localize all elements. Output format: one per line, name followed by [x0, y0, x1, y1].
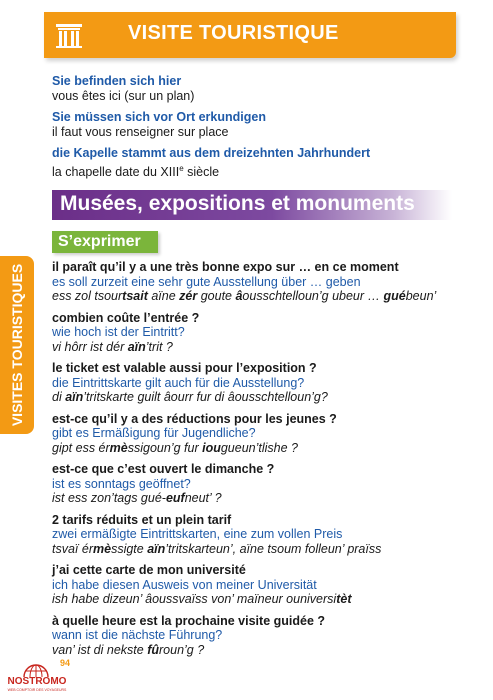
phrase-item — [52, 462, 452, 506]
stressed-syllable: iou — [202, 440, 221, 455]
stressed-syllable: fû — [147, 642, 160, 657]
stressed-syllable: mè — [109, 440, 128, 455]
pronunciation-segment: roun’g ? — [159, 642, 205, 657]
stressed-syllable: aïn — [65, 390, 84, 404]
phrase-item — [52, 412, 452, 456]
french-question: j’ai cette carte de mon université — [52, 563, 246, 577]
page-title: VISITE TOURISTIQUE — [128, 22, 339, 44]
stressed-syllable: tsait — [122, 289, 148, 303]
pronunciation — [52, 491, 452, 506]
pronunciation-segment: gueun’tlishe ? — [220, 440, 299, 455]
french-translation: il faut vous renseigner sur place — [52, 125, 229, 139]
french-question: est-ce que c’est ouvert le dimanche ? — [52, 462, 275, 476]
french-text-end: siècle — [183, 165, 220, 180]
german-phrase: die Kapelle stammt aus dem dreizehnten Jahrhundert — [52, 146, 371, 160]
french-question: à quelle heure est la prochaine visite guidée ? — [52, 613, 326, 628]
pronunciation-segment: tsvaï ér — [52, 541, 93, 556]
intro-item — [52, 110, 452, 140]
french-question: 2 tarifs réduits et un plein tarif — [52, 512, 232, 527]
side-tab — [0, 256, 34, 434]
pronunciation-segment: di — [52, 390, 66, 404]
german-translation: gibt es Ermäßigung für Jugendliche? — [52, 426, 256, 440]
german-phrase: Sie befinden sich hier — [52, 74, 182, 88]
side-tab-label: VISITES TOURISTIQUES — [9, 263, 25, 427]
german-phrase: Sie müssen sich vor Ort erkundigen — [52, 110, 266, 124]
subsection-title: S’exprimer — [58, 233, 141, 250]
pronunciation-segment: ist ess zon’tags gué- — [52, 491, 166, 505]
pronunciation-segment: ’tritskarteun’, aïne tsoum folleun’ praïss — [165, 541, 382, 556]
subsection-banner — [52, 231, 158, 253]
stressed-syllable: gué — [383, 289, 406, 303]
pronunciation-segment: beun’ — [405, 289, 437, 303]
stressed-syllable: aïn — [127, 339, 146, 354]
phrase-item — [52, 614, 452, 658]
pronunciation-segment: ’tritskarte guilt âourr fur di âousschtelloun’g? — [83, 390, 328, 404]
pronunciation-segment: ousschtelloun’g ubeur … — [242, 289, 384, 303]
stressed-syllable: â — [235, 289, 243, 303]
phrase-item — [52, 311, 452, 355]
french-question: est-ce qu’il y a des réductions pour les jeunes ? — [52, 411, 337, 426]
globe-icon — [22, 658, 50, 678]
intro-item — [52, 146, 452, 180]
pronunciation-segment: vi hôrr ist dér — [52, 339, 128, 354]
pronunciation — [52, 390, 452, 405]
section-banner — [52, 190, 452, 220]
intro-block — [52, 74, 452, 186]
german-translation: es soll zurzeit eine sehr gute Ausstellung über … geben — [52, 274, 361, 289]
stressed-syllable: euf — [165, 491, 185, 505]
pronunciation — [52, 643, 452, 658]
stressed-syllable: aïn — [147, 541, 166, 556]
pronunciation-segment: ssigoun’g fur — [127, 440, 203, 455]
german-translation: ist es sonntags geöffnet? — [52, 476, 191, 491]
page-number: 94 — [60, 658, 71, 668]
pronunciation — [52, 542, 452, 557]
logo-name: NOSTROMO — [7, 676, 67, 687]
header-banner — [44, 12, 456, 58]
brandenburg-gate-icon — [54, 22, 84, 48]
pronunciation — [52, 340, 452, 355]
pronunciation — [52, 289, 452, 304]
phrase-item — [52, 513, 452, 557]
french-question: il paraît qu’il y a une très bonne expo sur … en ce moment — [52, 260, 399, 274]
pronunciation-segment: ’trit ? — [145, 339, 173, 354]
pronunciation-segment: ess zol tsour — [52, 289, 123, 303]
pronunciation — [52, 592, 452, 607]
french-question: combien coûte l’entrée ? — [52, 310, 200, 325]
german-translation: wie hoch ist der Eintritt? — [52, 325, 185, 339]
phrase-list — [52, 260, 452, 664]
logo-tagline: WEB COMPTOIR DES VOYAGEURS — [7, 688, 67, 692]
phrase-item — [52, 260, 452, 304]
stressed-syllable: zér — [179, 289, 198, 303]
french-translation: vous êtes ici (sur un plan) — [52, 89, 195, 103]
pronunciation-segment: neut’ ? — [184, 491, 222, 505]
french-text: la chapelle date du XIII — [52, 165, 180, 180]
phrase-item — [52, 361, 452, 405]
german-translation: die Eintrittskarte gilt auch für die Ausstellung? — [52, 375, 305, 390]
french-translation — [52, 161, 452, 180]
publisher-logo — [4, 658, 71, 696]
french-question: le ticket est valable aussi pour l’exposition ? — [52, 361, 317, 375]
pronunciation-segment: van’ ist di nekste — [52, 642, 148, 657]
intro-item — [52, 74, 452, 104]
pronunciation-segment: aïne — [147, 289, 180, 303]
german-translation: zwei ermäßigte Eintrittskarten, eine zum vollen Preis — [52, 527, 343, 541]
german-translation: wann ist die nächste Führung? — [52, 628, 223, 642]
pronunciation — [52, 441, 452, 456]
pronunciation-segment: ish habe dizeun’ âoussvaïss von’ maïneur ouniversi — [52, 592, 337, 606]
stressed-syllable: mè — [93, 541, 112, 556]
phrase-item — [52, 563, 452, 607]
pronunciation-segment: ssigte — [111, 541, 148, 556]
stressed-syllable: tèt — [336, 592, 352, 606]
german-translation: ich habe diesen Ausweis von meiner Universität — [52, 577, 317, 592]
pronunciation-segment: gipt ess ér — [52, 440, 110, 455]
pronunciation-segment: goute — [197, 289, 236, 303]
superscript: e — [179, 164, 184, 173]
section-title: Musées, expositions et monuments — [60, 192, 415, 215]
